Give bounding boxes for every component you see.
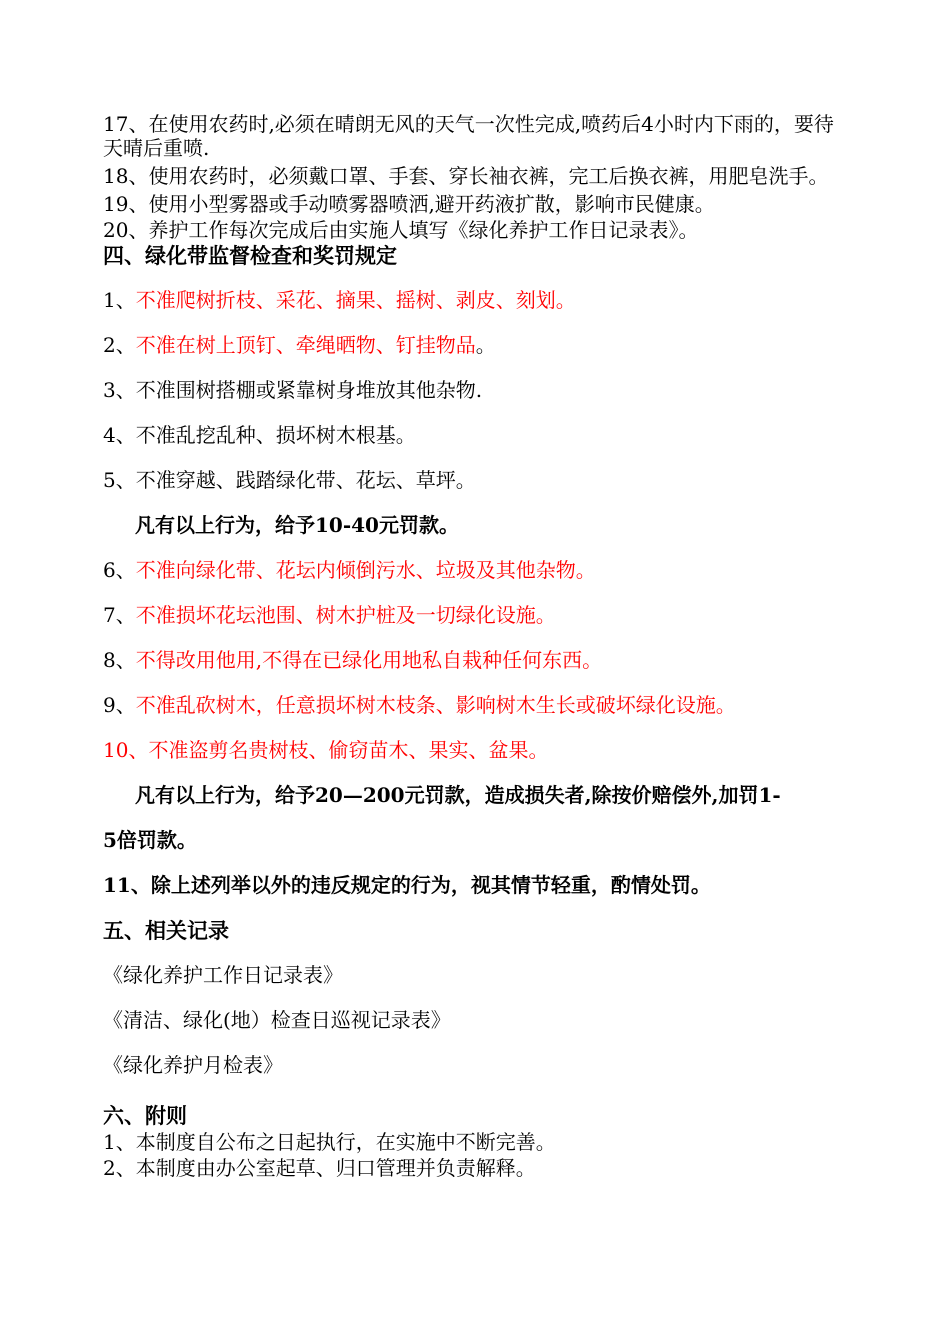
rule-item-11: 11、除上述列举以外的违反规定的行为，视其情节轻重，酌情处罚。 [103,873,711,897]
rule-item-18: 18、使用农药时，必须戴口罩、手套、穿长袖衣裤，完工后换衣裤，用肥皂洗手。 [103,164,829,188]
item-number: 10、 [103,738,149,762]
prohibition-item-6 [103,548,853,593]
item-number: 9、 [103,693,136,717]
item-number: 6、 [103,558,136,582]
prohibition-item-7 [103,593,853,638]
prohibition-item-3 [103,368,853,413]
item-text: 不准向绿化带、花坛内倾倒污水、垃圾及其他杂物。 [135,558,596,582]
item-number: 2、 [103,333,136,357]
records-list [103,953,853,1088]
record-item: 《绿化养护月检表》 [103,1053,283,1077]
item-text: 不准乱砍树木，任意损坏树木枝条、影响树木生长或破坏绿化设施。 [135,693,736,717]
item-text: 不准盗剪名贵树枝、偷窃苗木、果实、盆果。 [148,738,549,762]
penalty-note-2-line-1: 凡有以上行为，给予20—200元罚款，造成损失者,除按价赔偿外,加罚1- [135,783,781,807]
item-text: 不得改用他用,不得在已绿化用地私自栽种任何东西。 [135,648,603,672]
prohibition-item-1 [103,278,853,323]
item-number: 4、 [103,423,136,447]
prohibition-item-10 [103,728,853,773]
prohibition-item-5 [103,458,853,503]
record-item: 《绿化养护工作日记录表》 [103,963,343,987]
item-number: 5、 [103,468,136,492]
prohibition-item-8 [103,638,853,683]
rule-item-20: 20、养护工作每次完成后由实施人填写《绿化养护工作日记录表》。 [103,218,699,242]
item-number: 8、 [103,648,136,672]
record-item: 《清洁、绿化(地）检查日巡视记录表》 [103,1008,451,1032]
appendix-list [103,1130,853,1180]
item-tail: 。 [475,333,496,357]
penalty-note-1: 凡有以上行为，给予10-40元罚款。 [135,513,459,537]
penalty-note-2-line-2: 5倍罚款。 [103,828,197,852]
item-text: 不准围树搭棚或紧靠树身堆放其他杂物. [135,378,483,402]
section-heading-4: 四、绿化带监督检查和奖罚规定 [103,243,397,268]
item-text: 不准在树上顶钉、牵绳晒物、钉挂物品 [135,333,476,357]
item-number: 3、 [103,378,136,402]
prohibition-list-2 [103,548,853,773]
item-text: 不准穿越、践踏绿化带、花坛、草坪。 [135,468,476,492]
section-heading-5: 五、相关记录 [103,918,229,943]
item-text: 不准损坏花坛池围、树木护桩及一切绿化设施。 [135,603,556,627]
prohibition-list-1 [103,278,853,503]
document-page [103,112,853,1180]
section-heading-6: 六、附则 [103,1103,187,1128]
appendix-item: 1、本制度自公布之日起执行，在实施中不断完善。 [103,1130,556,1154]
rule-item-19: 19、使用小型雾器或手动喷雾器喷洒,避开药液扩散，影响市民健康。 [103,192,715,216]
appendix-item: 2、本制度由办公室起草、归口管理并负责解释。 [103,1156,536,1180]
prohibition-item-9 [103,683,853,728]
rule-item-17: 17、在使用农药时,必须在晴朗无风的天气一次性完成,喷药后4小时内下雨的，要待天晴后重喷. [103,112,834,160]
item-number: 1、 [103,288,136,312]
prohibition-item-4 [103,413,853,458]
item-number: 7、 [103,603,136,627]
item-text: 不准爬树折枝、采花、摘果、摇树、剥皮、刻划。 [135,288,576,312]
prohibition-item-2 [103,323,853,368]
item-text: 不准乱挖乱种、损坏树木根基。 [135,423,416,447]
